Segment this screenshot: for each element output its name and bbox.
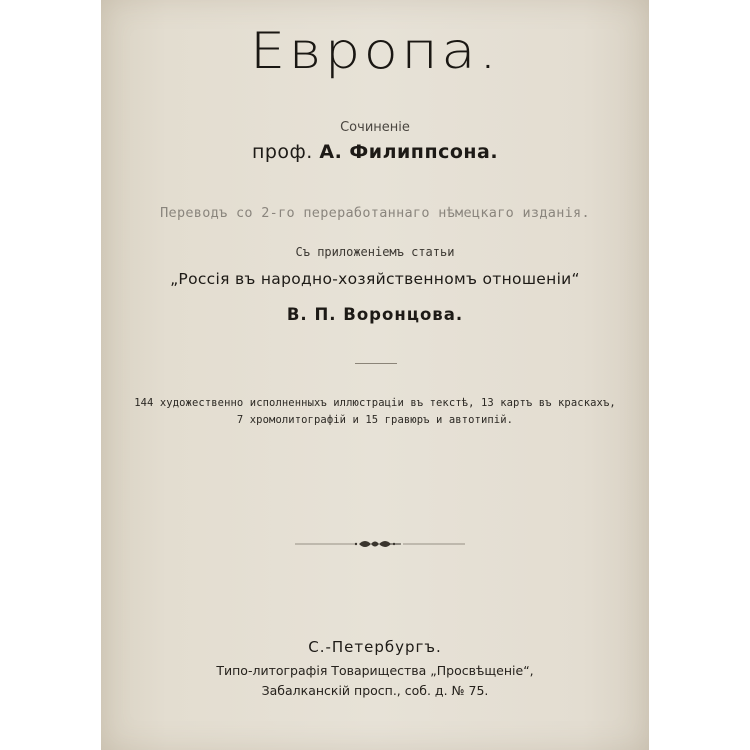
imprint-address: Забалканскій просп., соб. д. № 75. (261, 683, 489, 698)
author-prefix: проф. (251, 141, 313, 163)
author-name: А. Филиппсона. (319, 141, 499, 163)
appendix-intro: Съ приложеніемъ статьи (295, 245, 455, 259)
illustrations-line-2: 7 хромолитографій и 15 гравюръ и автотипій. (236, 414, 514, 426)
book-title: Европа. (249, 22, 501, 80)
imprint-printer: Типо-литографія Товарищества „Просвѣщеніе“, (216, 663, 534, 678)
translation-note: Переводъ со 2-го переработаннаго нѣмецкаго изданія. (160, 205, 590, 221)
illustrations-line-1: 144 художественно исполненныхъ иллюстраціи въ текстѣ, 13 картъ въ краскахъ, (134, 397, 616, 409)
byline: Сочиненіе (340, 120, 410, 135)
appendix-title: „Россія въ народно-хозяйственномъ отношеніи“ (170, 270, 580, 288)
author-line (101, 141, 649, 163)
imprint-city: С.-Петербургъ. (308, 638, 442, 656)
appendix-author: В. П. Воронцова. (286, 305, 464, 324)
ornament-divider (101, 537, 649, 551)
title-page (101, 0, 649, 750)
divider-rule (355, 363, 397, 364)
